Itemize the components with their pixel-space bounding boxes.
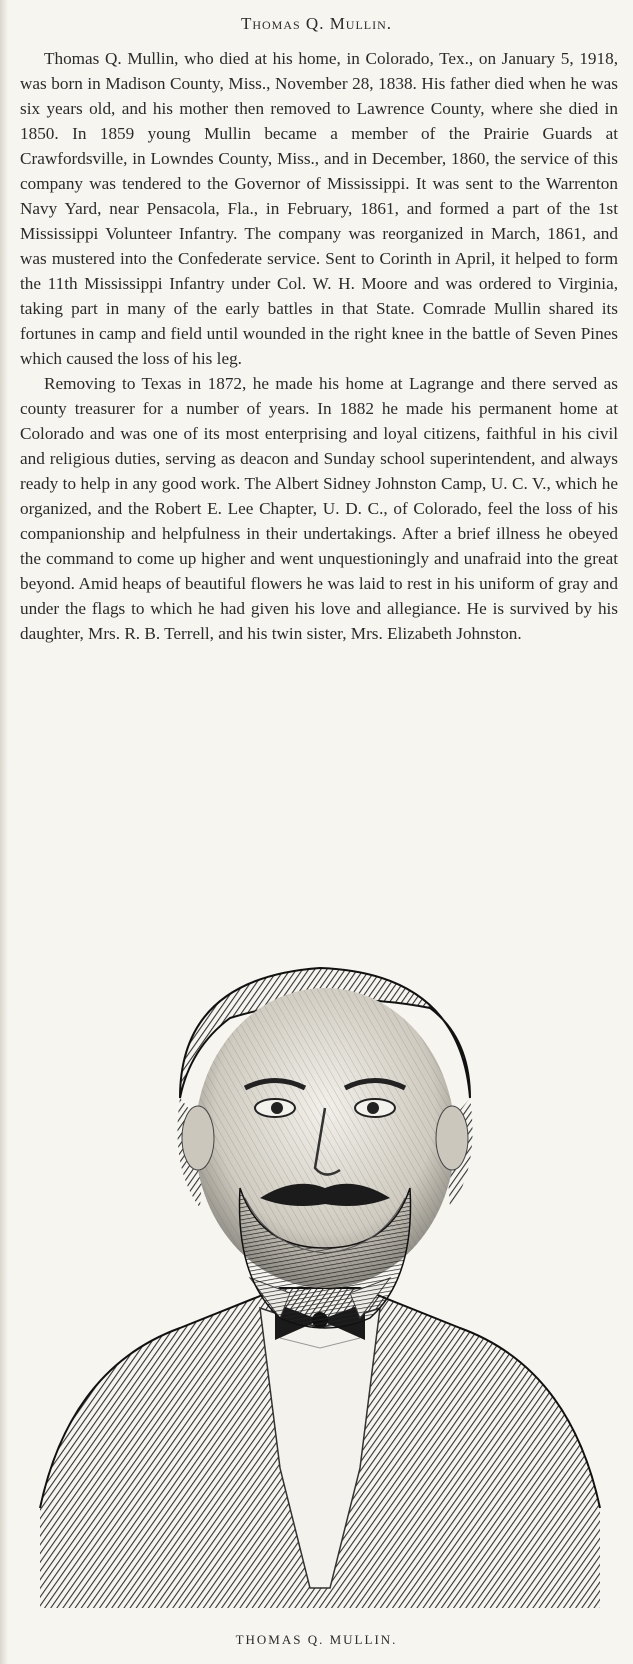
article-title: Thomas Q. Mullin. (240, 14, 393, 33)
paragraph-2: Removing to Texas in 1872, he made his home at Lagrange and there served as county treasurer for a number of years. In 1882 he made his permanent home at Colorado and was one of its most enterprising and loyal citizens, faithful in his civil and religious duties, serving as deacon and Sunday school superintendent, and always ready to help in any good work. The Albert Sidney Johnston Camp, U. C. V., which he organized, and the Robert E. Lee Chapter, U. D. C., of Colorado, feel the loss of his companionship and helpfulness in their undertakings. After a brief illness he obeyed the command to come up higher and went unquestioningly and unafraid into the great beyond. Amid heaps of beautiful flowers he was laid to rest in his uniform of gray and under the flags to which he had given his love and allegiance. He is survived by his daughter, Mrs. R. B. Terrell, and his twin sister, Mrs. Elizabeth Johnston. (20, 374, 618, 643)
portrait-caption: THOMAS Q. MULLIN. (235, 1632, 398, 1647)
portrait-engraving (30, 948, 610, 1608)
paragraph-1: Thomas Q. Mullin, who died at his home, in Colorado, Tex., on January 5, 1918, was born in Madison County, Miss., November 28, 1838. His father died when he was six years old, and his mother then removed to Lawrence County, where she died in 1850. In 1859 young Mullin became a member of the Prairie Guards at Crawfordsville, in Lowndes County, Miss., and in December, 1860, the service of this company was tendered to the Governor of Mississippi. It was sent to the Warrenton Navy Yard, near Pensacola, Fla., in February, 1861, and formed a part of the 1st Mississippi Volunteer Infantry. The company was reorganized in March, 1861, and was mustered into the Confederate service. Sent to Corinth in April, it helped to form the 11th Mississippi Infantry under Col. W. H. Moore and was ordered to Virginia, taking part in many of the early battles in that State. Comrade Mullin shared its fortunes in camp and field until wounded in the right knee in the battle of Seven Pines which caused the loss of his leg. (20, 49, 618, 368)
article-body (20, 46, 618, 646)
page-edge (0, 0, 8, 1664)
